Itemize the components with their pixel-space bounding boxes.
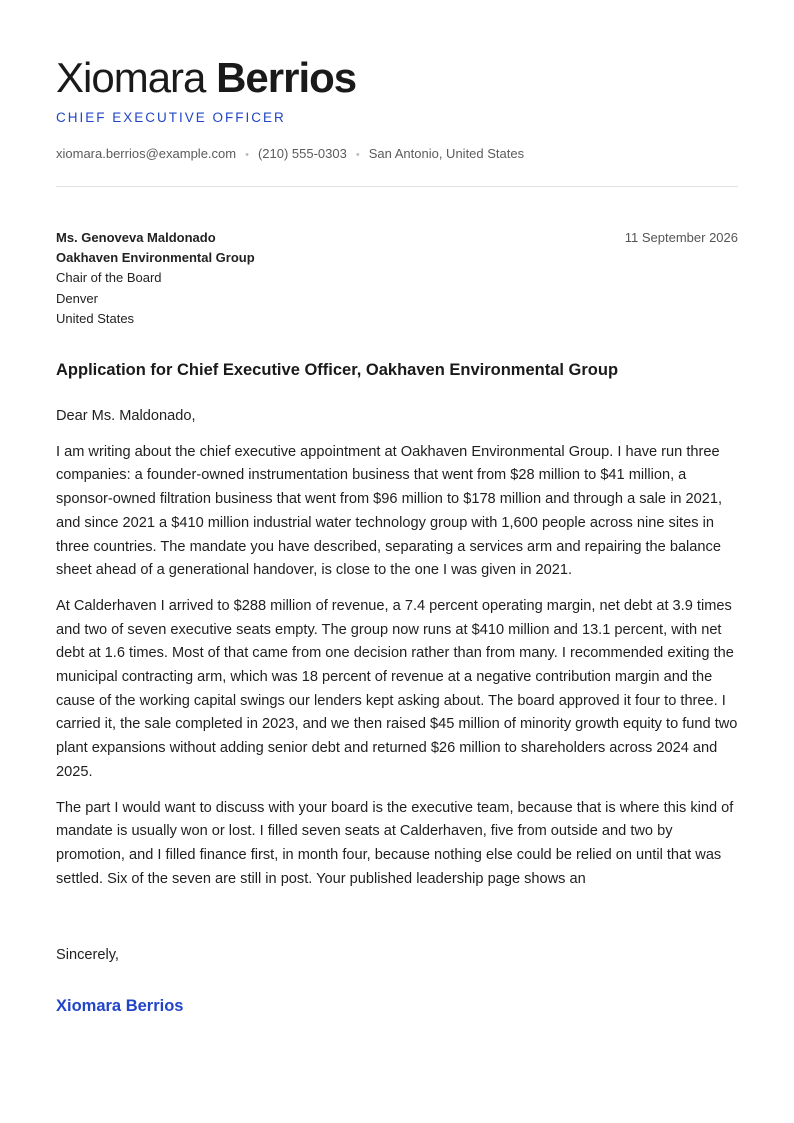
- contact-location: San Antonio, United States: [368, 146, 525, 161]
- body-paragraph: I am writing about the chief executive appointment at Oakhaven Environmental Group. I have run three companies: a founder-owned instrumentation business that went from $28 million to $41 million, a sponsor-owned filtration business that went from $96 million to $178 million and through a sale in 2021, and since 2021 a $410 million industrial water technology group with 1,600 people across nine sites in three countries. The mandate you have described, separating a services arm and repairing the balance sheet ahead of a generational handover, is close to the one I was given in 2021.: [56, 443, 723, 579]
- separator-dot: •: [355, 149, 360, 161]
- recipient-name: Ms. Genoveva Maldonado: [56, 230, 216, 245]
- recipient-block: [56, 228, 255, 329]
- salutation: Dear Ms. Maldonado,: [56, 408, 196, 424]
- recipient-title: Chair of the Board: [56, 270, 162, 286]
- applicant-name: [56, 52, 356, 104]
- recipient-company: Oakhaven Environmental Group: [56, 250, 255, 266]
- applicant-role: CHIEF EXECUTIVE OFFICER: [56, 110, 286, 125]
- contact-line: [56, 146, 524, 161]
- letter-body: [56, 405, 738, 903]
- body-paragraph: The part I would want to discuss with your board is the executive team, because that is where this kind of mandate is usually won or lost. I filled seven seats at Calderhaven, five from outside and two by promotion, and I filled finance first, in month four, because nothing else could be relied on until that was settled. Six of the seven are still in post. Your published leadership page shows an: [56, 799, 734, 887]
- letter-date: 11 September 2026: [624, 230, 738, 245]
- separator-dot: •: [245, 149, 249, 161]
- body-paragraph: At Calderhaven I arrived to $288 million of revenue, a 7.4 percent operating margin, net debt at 3.9 times and two of seven executive seats empty. The group now runs at $410 million and 13.1 percent, with net debt at 1.6 times. Most of that came from one decision rather than from many. I recommended exiting the municipal contracting arm, which was 18 percent of revenue at a negative contribution margin and the cause of the working capital swings our lenders kept asking about. The board approved it four to three. I carried it, the sale completed in 2023, and we then raised $45 million of minority growth equity to fund two plant expansions without adding senior debt and returned $26 million to shareholders across 2024 and 2025.: [56, 597, 738, 780]
- recipient-country: United States: [56, 310, 135, 326]
- applicant-last-name: Berrios: [216, 54, 357, 101]
- contact-email[interactable]: xiomara.berrios@example.com: [56, 146, 237, 161]
- applicant-first-name: Xiomara: [56, 54, 206, 101]
- letter-subject: Application for Chief Executive Officer, Oakhaven Environmental Group: [56, 361, 619, 379]
- header-divider: [56, 186, 738, 187]
- contact-phone[interactable]: (210) 555-0303: [257, 146, 347, 161]
- closing: Sincerely,: [56, 947, 119, 963]
- signature: Xiomara Berrios: [56, 997, 184, 1015]
- recipient-city: Denver: [56, 290, 98, 306]
